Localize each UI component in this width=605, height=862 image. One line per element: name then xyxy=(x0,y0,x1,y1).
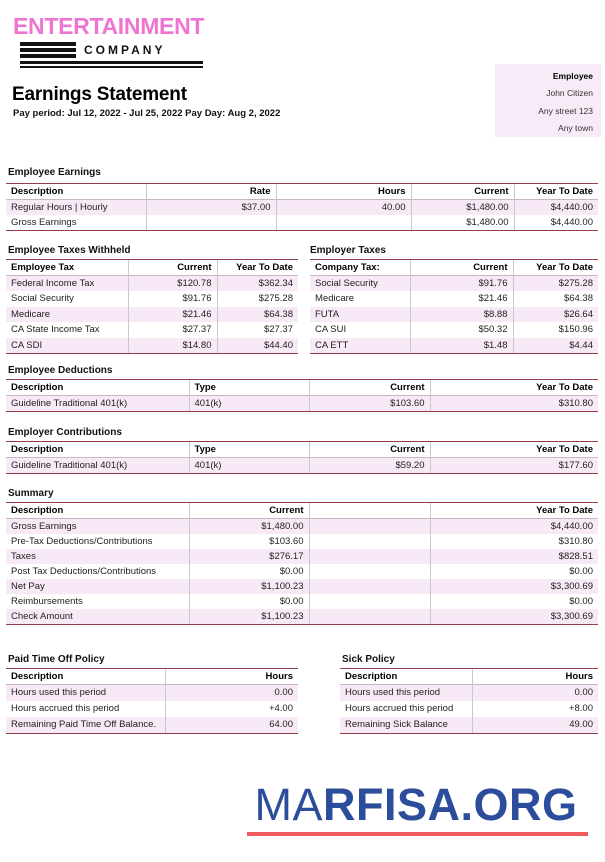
table-cell: $4,440.00 xyxy=(514,215,598,230)
employee-taxes-table xyxy=(6,259,298,354)
table-cell: $362.34 xyxy=(217,276,298,292)
table-row xyxy=(340,701,598,717)
brand-subname: COMPANY xyxy=(84,43,166,58)
table-cell: CA SDI xyxy=(11,339,43,351)
column-header: Hours xyxy=(472,669,598,685)
section-title-employer-contributions: Employer Contributions xyxy=(8,427,122,438)
column-header: Year To Date xyxy=(217,260,298,276)
table-row xyxy=(6,701,298,717)
table-cell: $8.88 xyxy=(410,307,513,323)
table-cell: $27.37 xyxy=(217,322,298,338)
column-header xyxy=(309,503,430,519)
table-cell: $21.46 xyxy=(410,291,513,307)
table-header-row xyxy=(6,380,598,396)
table-cell: Medicare xyxy=(11,308,51,320)
table-header-row xyxy=(6,184,598,200)
column-header: Employee Tax xyxy=(11,262,75,273)
employee-info-box xyxy=(495,64,601,137)
table-cell: $150.96 xyxy=(513,322,598,338)
table-row xyxy=(6,307,298,323)
table-row xyxy=(310,322,598,338)
table-cell: Guideline Traditional 401(k) xyxy=(11,398,128,409)
table-cell: $103.60 xyxy=(189,534,309,549)
brand-sub-mark xyxy=(20,42,203,68)
table-cell: Taxes xyxy=(11,551,36,562)
column-header: Year To Date xyxy=(430,380,598,396)
table-cell: Federal Income Tax xyxy=(11,278,95,289)
section-title-employee-taxes: Employee Taxes Withheld xyxy=(8,245,131,256)
section-title-employee-earnings: Employee Earnings xyxy=(8,167,101,178)
pay-period-text: Pay period: Jul 12, 2022 - Jul 25, 2022 Pay Day: Aug 2, 2022 xyxy=(13,108,281,119)
column-header: Hours xyxy=(165,669,298,685)
table-row xyxy=(310,276,598,292)
table-cell: 401(k) xyxy=(189,458,309,474)
table-cell: $27.37 xyxy=(128,322,217,338)
table-cell: $21.46 xyxy=(128,307,217,323)
table-cell: FUTA xyxy=(315,308,340,320)
section-title-sick-policy: Sick Policy xyxy=(342,654,395,665)
table-cell: $1,100.23 xyxy=(189,609,309,624)
employee-street: Any street 123 xyxy=(538,105,593,116)
pto-policy-table xyxy=(6,668,298,734)
table-cell xyxy=(309,579,430,594)
page-title: Earnings Statement xyxy=(12,84,187,105)
table-cell xyxy=(276,215,411,230)
table-cell: $59.20 xyxy=(309,458,430,474)
table-cell: Gross Earnings xyxy=(11,217,77,228)
table-row xyxy=(6,458,598,474)
table-row xyxy=(6,579,598,594)
column-header: Type xyxy=(189,442,309,458)
table-cell: $4.44 xyxy=(513,338,598,354)
employee-name: John Citizen xyxy=(546,88,593,98)
table-cell: $1,480.00 xyxy=(189,519,309,535)
table-cell: $0.00 xyxy=(189,564,309,579)
employee-town: Any town xyxy=(558,123,593,133)
table-cell xyxy=(309,594,430,609)
table-cell xyxy=(309,609,430,624)
column-header: Year To Date xyxy=(430,442,598,458)
table-row xyxy=(6,564,598,579)
table-cell: Hours accrued this period xyxy=(11,703,120,714)
employee-earnings-table xyxy=(6,183,598,231)
marfisa-logo-bold-part: RFISA.ORG xyxy=(322,779,578,830)
table-cell: $310.80 xyxy=(430,534,598,549)
table-cell: $26.64 xyxy=(513,307,598,323)
table-cell xyxy=(309,549,430,564)
table-cell: 40.00 xyxy=(276,200,411,216)
column-header: Description xyxy=(11,382,64,393)
table-cell: Hours used this period xyxy=(345,687,441,699)
section-title-employee-deductions: Employee Deductions xyxy=(8,365,113,376)
table-row xyxy=(6,276,298,292)
employer-taxes-table xyxy=(310,259,598,354)
table-cell: CA SUI xyxy=(315,324,347,336)
table-row xyxy=(6,609,598,624)
column-header: Description xyxy=(345,671,398,682)
marfisa-logo xyxy=(240,781,592,828)
employee-deductions-table xyxy=(6,379,598,412)
table-cell: Guideline Traditional 401(k) xyxy=(11,460,128,471)
table-row xyxy=(6,519,598,535)
summary-table xyxy=(6,502,598,625)
table-cell: $64.38 xyxy=(217,307,298,323)
column-header: Description xyxy=(11,505,64,516)
brand-name: ENTERTAINMENT xyxy=(13,13,205,39)
logo-underline-bars xyxy=(20,61,203,69)
table-row xyxy=(6,291,298,307)
column-header: Description xyxy=(11,444,64,455)
table-cell: Hours accrued this period xyxy=(345,703,454,714)
table-cell: Hours used this period xyxy=(11,687,107,699)
table-cell: Medicare xyxy=(315,293,355,305)
table-row xyxy=(310,307,598,323)
table-cell: CA ETT xyxy=(315,339,349,351)
table-row xyxy=(340,685,598,701)
marfisa-logo-underline xyxy=(247,832,588,836)
company-logo xyxy=(13,14,204,68)
column-header: Current xyxy=(411,184,514,200)
table-row xyxy=(310,338,598,354)
section-title-summary: Summary xyxy=(8,488,54,499)
table-cell: $91.76 xyxy=(410,276,513,292)
table-cell: 49.00 xyxy=(472,717,598,733)
section-title-pto-policy: Paid Time Off Policy xyxy=(8,654,105,665)
column-header: Current xyxy=(128,260,217,276)
column-header: Year To Date xyxy=(514,184,598,200)
table-header-row xyxy=(340,669,598,685)
table-cell xyxy=(309,534,430,549)
table-cell: $1,480.00 xyxy=(411,215,514,230)
table-cell: $0.00 xyxy=(430,594,598,609)
table-cell: $14.80 xyxy=(128,338,217,354)
section-title-employer-taxes: Employer Taxes xyxy=(310,245,386,256)
column-header: Hours xyxy=(276,184,411,200)
table-cell: $3,300.69 xyxy=(430,579,598,594)
table-row xyxy=(6,200,598,216)
table-cell: $0.00 xyxy=(430,564,598,579)
table-cell: $91.76 xyxy=(128,291,217,307)
table-cell: Pre-Tax Deductions/Contributions xyxy=(11,536,153,547)
table-cell: $310.80 xyxy=(430,396,598,412)
table-row xyxy=(6,338,298,354)
column-header: Description xyxy=(11,671,64,682)
column-header: Current xyxy=(309,380,430,396)
column-header: Rate xyxy=(146,184,276,200)
table-cell: 0.00 xyxy=(165,685,298,701)
table-cell: $276.17 xyxy=(189,549,309,564)
table-cell xyxy=(309,519,430,535)
column-header: Current xyxy=(410,260,513,276)
table-cell: Remaining Sick Balance xyxy=(345,719,448,730)
table-cell: $275.28 xyxy=(217,291,298,307)
employer-contributions-table xyxy=(6,441,598,474)
table-cell: 401(k) xyxy=(189,396,309,412)
table-cell: Social Security xyxy=(11,293,74,305)
table-cell: Regular Hours | Hourly xyxy=(11,202,108,213)
table-cell: 0.00 xyxy=(472,685,598,701)
table-row xyxy=(340,717,598,733)
table-row xyxy=(6,215,598,230)
column-header: Description xyxy=(11,186,64,197)
table-cell: $177.60 xyxy=(430,458,598,474)
table-cell: Reimbursements xyxy=(11,596,83,607)
table-cell: Check Amount xyxy=(11,611,73,622)
table-cell: $275.28 xyxy=(513,276,598,292)
table-row xyxy=(6,549,598,564)
sick-policy-table xyxy=(340,668,598,734)
employee-label: Employee xyxy=(552,71,593,81)
table-cell: $0.00 xyxy=(189,594,309,609)
table-header-row xyxy=(310,260,598,276)
table-header-row xyxy=(6,669,298,685)
column-header: Current xyxy=(309,442,430,458)
column-header: Year To Date xyxy=(513,260,598,276)
table-cell: $64.38 xyxy=(513,291,598,307)
table-cell: Social Security xyxy=(315,278,378,289)
table-cell: $1.48 xyxy=(410,338,513,354)
table-cell: Remaining Paid Time Off Balance. xyxy=(11,719,157,730)
column-header: Current xyxy=(189,503,309,519)
table-cell: $50.32 xyxy=(410,322,513,338)
table-cell: Post Tax Deductions/Contributions xyxy=(11,566,157,577)
table-cell xyxy=(146,215,276,230)
table-cell: Net Pay xyxy=(11,581,45,592)
table-cell: $44.40 xyxy=(217,338,298,354)
logo-bars-icon xyxy=(20,42,76,58)
table-cell: $4,440.00 xyxy=(430,519,598,535)
table-cell: +8.00 xyxy=(472,701,598,717)
table-header-row xyxy=(6,260,298,276)
table-cell: $1,480.00 xyxy=(411,200,514,216)
marfisa-logo-light-part: MA xyxy=(254,779,323,830)
table-cell: 64.00 xyxy=(165,717,298,733)
table-cell: $120.78 xyxy=(128,276,217,292)
table-header-row xyxy=(6,503,598,519)
table-cell: $1,100.23 xyxy=(189,579,309,594)
table-cell: +4.00 xyxy=(165,701,298,717)
table-cell: Gross Earnings xyxy=(11,521,77,532)
table-row xyxy=(310,291,598,307)
table-cell: CA State Income Tax xyxy=(11,324,100,336)
table-cell: $37.00 xyxy=(146,200,276,216)
table-row xyxy=(6,594,598,609)
table-header-row xyxy=(6,442,598,458)
table-row xyxy=(6,685,298,701)
table-row xyxy=(6,534,598,549)
table-row xyxy=(6,396,598,412)
column-header: Company Tax: xyxy=(315,262,380,273)
table-cell xyxy=(309,564,430,579)
table-cell: $3,300.69 xyxy=(430,609,598,624)
table-cell: $103.60 xyxy=(309,396,430,412)
column-header: Type xyxy=(189,380,309,396)
column-header: Year To Date xyxy=(430,503,598,519)
table-row xyxy=(6,717,298,733)
table-cell: $828.51 xyxy=(430,549,598,564)
table-row xyxy=(6,322,298,338)
table-cell: $4,440.00 xyxy=(514,200,598,216)
